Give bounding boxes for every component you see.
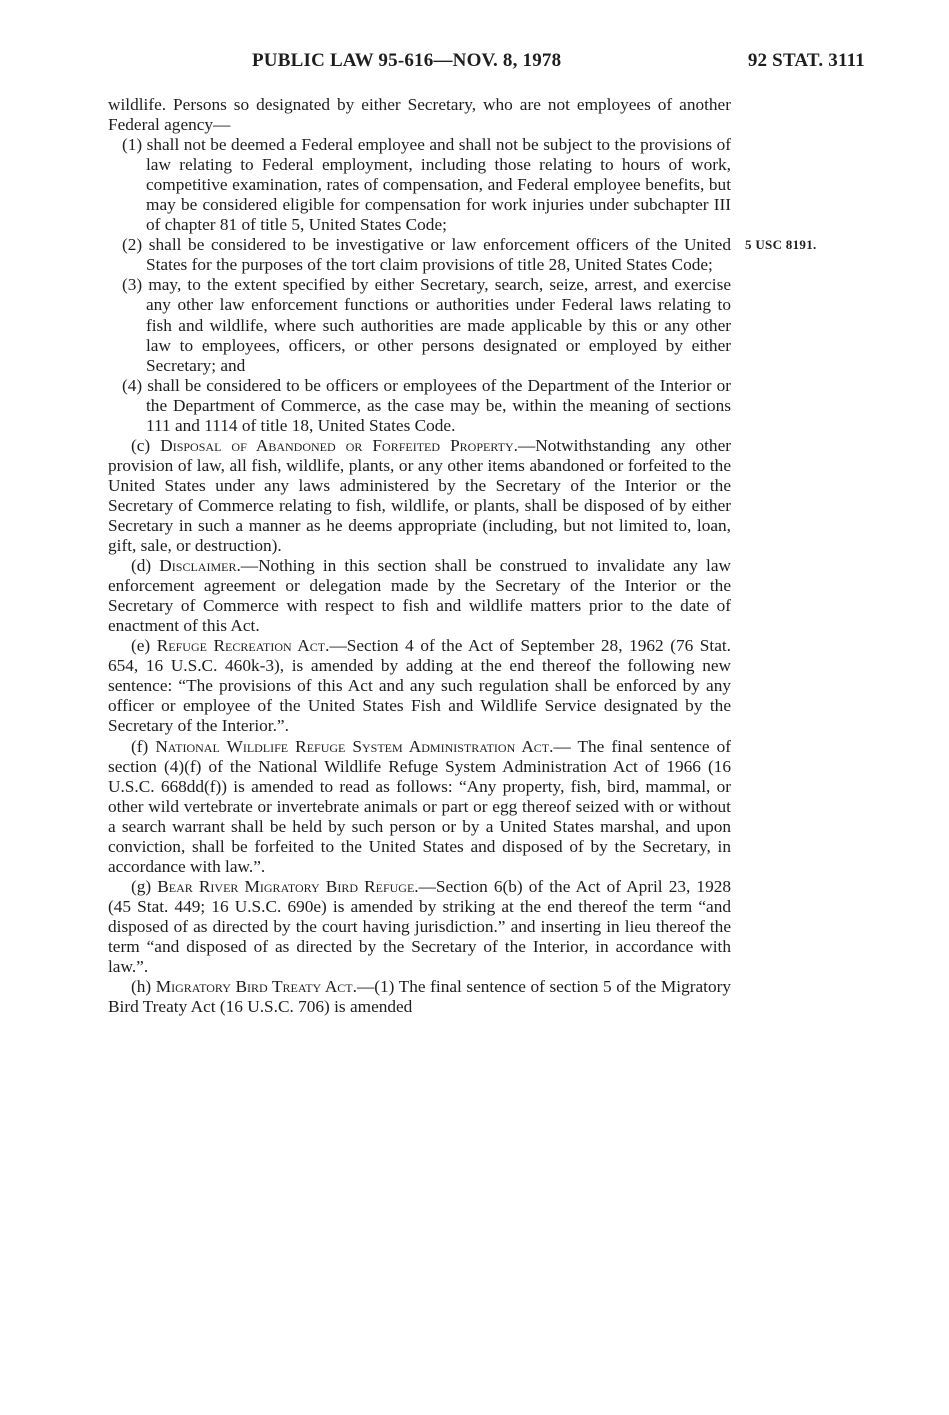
subsection-h-heading: Migratory Bird Treaty Act. <box>155 977 357 997</box>
list-item-4: (4) shall be considered to be officers or employees of the Department of the Interior or the Department of Commerce, as the case may be, within the meaning of sections 111 and 1114 of title 18, United States Code. <box>122 375 731 435</box>
subsection-e-text: —Section 4 of the Act of September 28, 1962 (76 Stat. 654, 16 U.S.C. 460k-3), is amended by adding at the end thereof the following new sentence: “The provisions of this Act and any such regulation shall be enforced by any officer or employee of the United States Fish and Wildlife Service designated by the Secretary of the Interior.”. <box>108 636 731 736</box>
subsection-f <box>108 737 731 877</box>
document-body <box>108 95 731 1017</box>
subsection-c-text: —Notwithstanding any other provision of law, all fish, wildlife, plants, or any other items abandoned or forfeited to the United States under any laws administered by the Secretary of the Interior or the Secretary of Commerce relating to fish, wildlife, or plants, shall be disposed of by either Secretary in such a manner as he deems appropriate (including, but not limited to, loan, gift, sale, or destruction). <box>108 435 731 556</box>
subsection-f-text: — The final sentence of section (4)(f) of the National Wildlife Refuge System Administration Act of 1966 (16 U.S.C. 668dd(f)) is amended to read as follows: “Any property, fish, bird, mammal, or other wild vertebrate or invertebrate animals or part or egg thereof seized with or without a search warrant shall be held by such person or by a United States marshal, and upon conviction, shall be forfeited to the United States and disposed of by the Secretary, in accordance with law.”. <box>108 736 732 876</box>
page-header <box>0 50 949 76</box>
list-item-1: (1) shall not be deemed a Federal employee and shall not be subject to the provisions of law relating to Federal employment, including those relating to hours of work, competitive examination, rates of compensation, and Federal employee benefits, but may be considered eligible for compensation for work injuries under subchapter III of chapter 81 of title 5, United States Code; <box>122 135 731 235</box>
header-stat-page: 92 STAT. 3111 <box>747 50 865 71</box>
subsection-e <box>108 636 731 736</box>
subsection-e-label: (e) <box>131 636 151 656</box>
list-item-2: (2) shall be considered to be investigative or law enforcement officers of the United States for the purposes of the tort claim provisions of title 28, United States Code; <box>122 235 731 275</box>
subsection-g <box>108 877 731 977</box>
subsection-c-heading: Disposal of Abandoned or Forfeited Property. <box>160 435 518 455</box>
subsection-e-heading: Refuge Recreation Act. <box>156 636 330 656</box>
subsection-d <box>108 556 731 636</box>
subsection-g-text: —Section 6(b) of the Act of April 23, 1928 (45 Stat. 449; 16 U.S.C. 690e) is amended by striking at the end thereof the term “and disposed of as directed by the court having jurisdiction.” and inserting in lieu thereof the term “and disposed of as directed by the Secretary of the Interior, in accordance with law.”. <box>108 876 731 977</box>
intro-paragraph: wildlife. Persons so designated by either Secretary, who are not employees of another Federal agency— <box>108 95 731 135</box>
subsection-h-label: (h) <box>131 977 152 997</box>
subsection-d-heading: Disclaimer. <box>159 556 241 576</box>
subsection-g-label: (g) <box>131 876 152 896</box>
subsection-c <box>108 436 731 556</box>
subsection-c-label: (c) <box>131 435 151 455</box>
subsection-f-label: (f) <box>131 736 149 756</box>
subsection-g-heading: Bear River Migratory Bird Refuge. <box>157 876 419 896</box>
subsection-h-text: —(1) The final sentence of section 5 of the Migratory Bird Treaty Act (16 U.S.C. 706) is amended <box>108 977 731 1017</box>
subsection-d-label: (d) <box>131 556 152 576</box>
header-title: PUBLIC LAW 95-616—NOV. 8, 1978 <box>252 50 562 71</box>
list-item-3: (3) may, to the extent specified by either Secretary, search, seize, arrest, and exercise any other law enforcement functions or authorities under Federal laws relating to fish and wildlife, where such authorities are made applicable by this or any other law to employees, officers, or other persons designated or employed by either Secretary; and <box>122 275 731 375</box>
subsection-h <box>108 977 731 1017</box>
subsection-d-text: —Nothing in this section shall be construed to invalidate any law enforcement agreement or delegation made by the Secretary of the Interior or the Secretary of Commerce with respect to fish and wildlife matters prior to the date of enactment of this Act. <box>108 556 731 636</box>
subsection-f-heading: National Wildlife Refuge System Administration Act. <box>155 736 554 756</box>
margin-citation: 5 USC 8191. <box>745 237 817 252</box>
